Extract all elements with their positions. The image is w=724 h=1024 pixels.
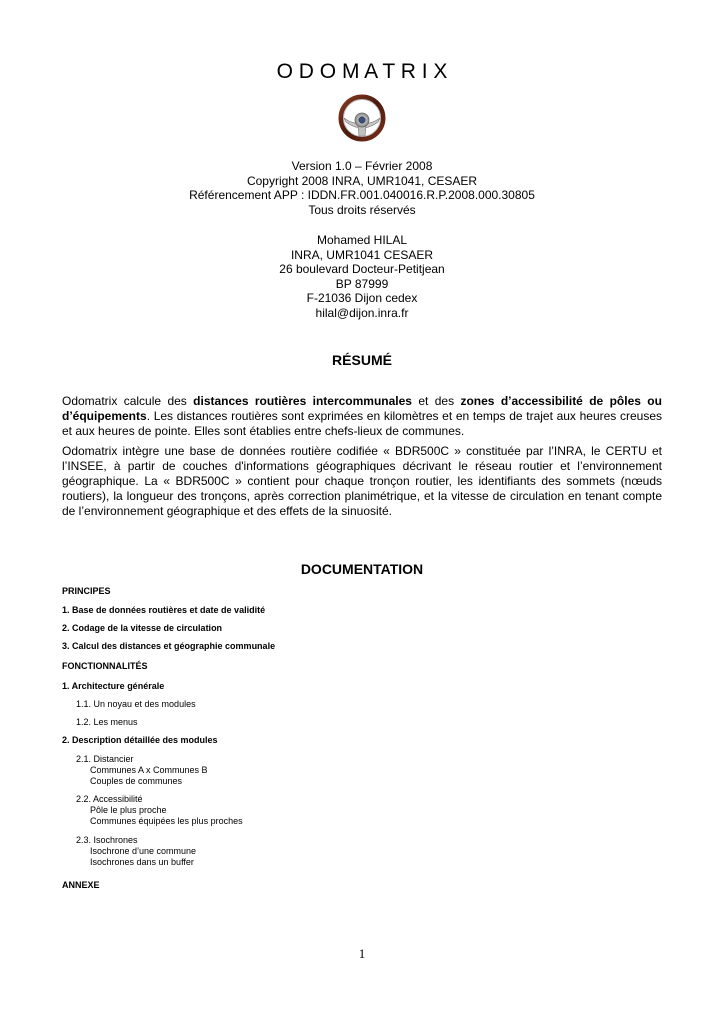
- author-bp: BP 87999: [335, 276, 389, 291]
- p1-text-a: Odomatrix calcule des: [62, 394, 194, 408]
- toc-fonct-2-2-a[interactable]: Pôle le plus proche: [90, 805, 167, 815]
- toc-principes[interactable]: PRINCIPES: [62, 586, 111, 596]
- toc-fonct-2-3[interactable]: 2.3. Isochrones: [76, 835, 138, 845]
- toc-fonct-2-3-b[interactable]: Isochrones dans un buffer: [90, 857, 194, 867]
- toc-fonct-2-1-b[interactable]: Couples de communes: [90, 776, 183, 786]
- reference-line: Référencement APP : IDDN.FR.001.040016.R.P.2008.000.30805: [189, 188, 535, 202]
- toc-fonct-2-1-a[interactable]: Communes A x Communes B: [90, 765, 208, 775]
- toc-fonct-2-3-a[interactable]: Isochrone d’une commune: [90, 846, 197, 856]
- resume-heading: RÉSUMÉ: [332, 352, 392, 368]
- toc-principes-1[interactable]: 1. Base de données routières et date de validité: [62, 605, 266, 615]
- resume-paragraph-1: [62, 394, 662, 439]
- toc-fonct-1[interactable]: 1. Architecture générale: [62, 681, 165, 691]
- author-block: [0, 233, 724, 320]
- toc-fonct-2-2[interactable]: 2.2. Accessibilité: [76, 794, 143, 804]
- toc-fonct-1-2[interactable]: 1.2. Les menus: [76, 717, 138, 727]
- toc-fonctionnalites[interactable]: FONCTIONNALITÉS: [62, 661, 148, 671]
- author-street: 26 boulevard Docteur-Petitjean: [279, 262, 445, 276]
- toc-fonct-1-1[interactable]: 1.1. Un noyau et des modules: [76, 699, 196, 709]
- version-line: Version 1.0 – Février 2008: [291, 159, 433, 173]
- p1-bold-zones: zones d’accessibilité de pôles ou d’équipements: [62, 394, 662, 423]
- page-number: 1: [358, 946, 366, 961]
- resume-paragraph-2: Odomatrix intègre une base de données routière codifiée « BDR500C » constituée par l’INRA, le CERTU et l’INSEE, à partir de couches d'informations géographiques décrivant le réseau routier et l’environnement géographique. La « BDR500C » contient pour chaque tronçon routier, les identifiants des sommets (nœuds routiers), la longueur des tronçons, après correction planimétrique, et la vitesse de circulation en tenant compte de l’environnement géographique et des effets de la sinuosité.: [62, 444, 662, 518]
- p1-text-e: . Les distances routières sont exprimées en kilomètres et en temps de trajet aux heures creuses et aux heures de pointe. Elles sont établies entre chefs-lieux de communes.: [62, 409, 662, 438]
- toc-principes-3[interactable]: 3. Calcul des distances et géographie communale: [62, 641, 276, 651]
- author-email: hilal@dijon.inra.fr: [315, 305, 409, 320]
- rights-line: Tous droits réservés: [308, 202, 416, 217]
- toc-fonct-2[interactable]: 2. Description détaillée des modules: [62, 735, 218, 745]
- author-city: F-21036 Dijon cedex: [306, 291, 418, 305]
- toc-annexe[interactable]: ANNEXE: [62, 880, 100, 890]
- p1-bold-distances: distances routières intercommunales: [193, 394, 412, 408]
- document-title: O D O M A T R I X: [276, 60, 448, 83]
- documentation-heading: DOCUMENTATION: [300, 561, 424, 577]
- steering-wheel-icon: [338, 94, 386, 142]
- toc-fonct-2-1[interactable]: 2.1. Distancier: [76, 754, 134, 764]
- p1-text-c: et des: [411, 394, 461, 408]
- author-name: Mohamed HILAL: [316, 233, 408, 247]
- toc-principes-2[interactable]: 2. Codage de la vitesse de circulation: [62, 623, 223, 633]
- copyright-line: Copyright 2008 INRA, UMR1041, CESAER: [246, 173, 478, 188]
- author-org: INRA, UMR1041 CESAER: [290, 247, 434, 262]
- version-block: [0, 159, 724, 217]
- toc-fonct-2-2-b[interactable]: Communes équipées les plus proches: [90, 816, 243, 826]
